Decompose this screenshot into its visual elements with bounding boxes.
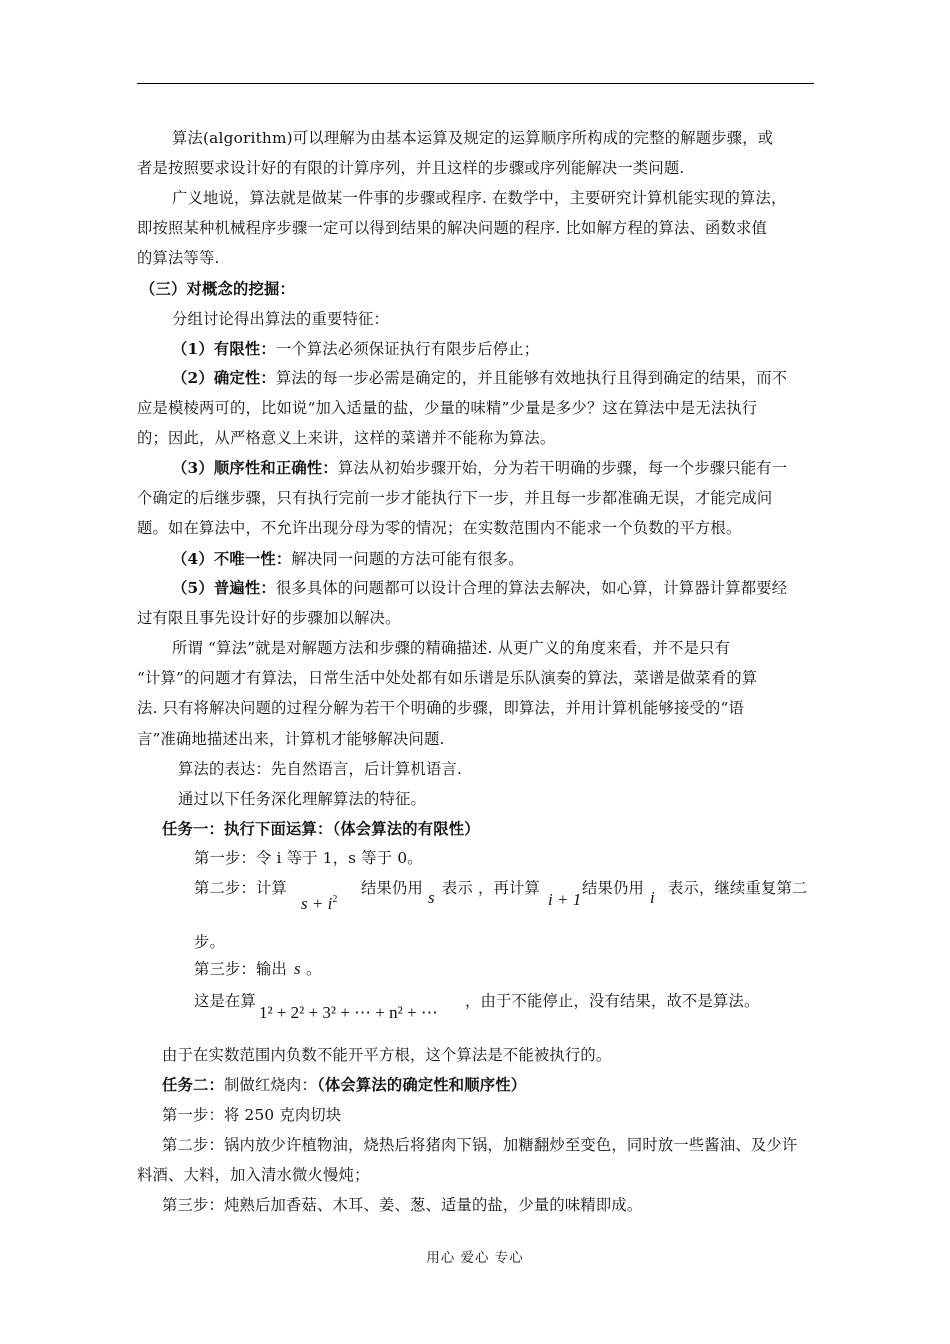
so-called-line-3: 法. 只有将解决问题的过程分解为若干个明确的步骤，即算法，并用计算机能够接受的“语 [137,699,745,717]
task1-heading: 任务一：执行下面运算：（体会算法的有限性） [162,820,480,838]
task1-step1: 第一步：令 i 等于 1，s 等于 0。 [194,849,423,867]
feature-order-line-2: 个确定的后继步骤，只有执行完前一步才能执行下一步，并且每一步都准确无误，才能完成问 [137,489,773,507]
task2-step1: 第一步：将 250 克肉切块 [162,1106,342,1124]
task1-step3-suffix: 。 [306,960,322,978]
expression-s-plus-i-squared [301,890,337,914]
infinite-series-expression: 1² + 2² + 3² + ⋯ + n² + ⋯ [259,1003,438,1022]
task2-step2-line-2: 料酒、大料，加入清水微火慢炖； [137,1166,370,1184]
task2-heading-note: （体会算法的确定性和顺序性） [316,1076,527,1094]
section-heading: （三）对概念的挖掘： [140,280,295,298]
output-variable-s: s [294,959,301,978]
page-footer: 用心 爱心 专心 [426,1250,524,1266]
variable-i: i [650,888,655,907]
feature-label: （2）确定性： [172,369,276,387]
feature-label: （3）顺序性和正确性： [172,459,338,477]
expression-paragraph: 算法的表达：先自然语言，后计算机语言. [178,760,463,778]
task1-step3-prefix: 第三步：输出 [194,960,287,978]
task1-step2-mid3: 结果仍用 [582,879,644,897]
header-rule [137,83,814,84]
expression-text: s + i [301,894,333,913]
broad-sense-line-2: 即按照某种机械程序步骤一定可以得到结果的解决问题的程序. 比如解方程的算法、函数求值 [137,219,768,237]
task1-step2-suffix: 表示，继续重复第二 [668,879,808,897]
feature-non-uniqueness [172,549,524,569]
feature-definiteness-line-3: 的；因此，从严格意义上来讲，这样的菜谱并不能称为算法。 [137,429,556,447]
task2-heading-label: 任务二： [162,1076,224,1094]
task2-heading [162,1075,526,1095]
task1-step2-prefix: 第二步：计算 [194,879,287,897]
feature-definiteness-line-2: 应是模棱两可的，比如说“加入适量的盐，少量的味精”少量是多少？这在算法中是无法执行 [137,399,758,417]
feature-universality-line-1 [172,578,787,598]
task1-conclusion-prefix: 这是在算 [194,992,256,1010]
broad-sense-line-1: 广义地说，算法就是做某一件事的步骤或程序. 在数学中，主要研究计算机能实现的算法， [172,189,787,207]
expression-i-plus-1: i + 1 [548,890,582,909]
algorithm-definition-line-2: 者是按照要求设计好的有限的计算序列，并且这样的步骤或序列能解决一类问题. [137,159,685,177]
section-intro: 分组讨论得出算法的重要特征： [172,310,389,328]
feature-text: 算法从初始步骤开始，分为若干明确的步骤，每一个步骤只能有一 [337,459,788,477]
task2-heading-title: 制做红烧肉： [224,1076,317,1094]
feature-order-line-3: 题。如在算法中，不允许出现分母为零的情况；在实数范围内不能求一个负数的平方根。 [137,519,742,537]
feature-order-line-1 [172,458,787,478]
task1-step2-continued: 步。 [194,933,225,951]
task2-step2-line-1: 第二步：锅内放少许植物油，烧热后将猪肉下锅，加糖翻炒至变色，同时放一些酱油、及少许 [162,1136,798,1154]
feature-text: 一个算法必须保证执行有限步后停止； [275,340,540,358]
feature-label: （5）普遍性： [172,579,276,597]
feature-label: （4）不唯一性： [172,550,292,568]
variable-s: s [428,888,435,907]
feature-finiteness [172,339,539,359]
feature-text: 很多具体的问题都可以设计合理的算法去解决，如心算，计算器计算都要经 [275,579,788,597]
exponent: 2 [332,894,338,905]
so-called-line-4: 言”准确地描述出来，计算机才能够解决问题. [137,730,445,748]
task1-step2-mid2: 表示 ，再计算 [442,879,541,897]
feature-text: 解决同一问题的方法可能有很多。 [291,550,524,568]
feature-text: 算法的每一步必需是确定的，并且能够有效地执行且得到确定的结果，而不 [275,369,788,387]
feature-universality-line-2: 过有限且事先设计好的步骤加以解决。 [137,609,401,627]
algorithm-definition-line-1: 算法(algorithm)可以理解为由基本运算及规定的运算顺序所构成的完整的解题步骤，或 [172,129,774,147]
feature-definiteness-line-1 [172,368,787,388]
so-called-line-2: “计算”的问题才有算法，日常生活中处处都有如乐谱是乐队演奏的算法，菜谱是做菜肴的算 [137,669,758,687]
so-called-line-1: 所谓 “算法”就是对解题方法和步骤的精确描述. 从更广义的角度来看，并不是只有 [172,639,731,657]
task1-remark: 由于在实数范围内负数不能开平方根，这个算法是不能被执行的。 [162,1046,612,1064]
task1-conclusion-suffix: ，由于不能停止，没有结果，故不是算法。 [465,992,760,1010]
through-tasks-paragraph: 通过以下任务深化理解算法的特征。 [178,790,426,808]
feature-label: （1）有限性： [172,340,276,358]
task1-step2-mid1: 结果仍用 [361,879,423,897]
broad-sense-line-3: 的算法等等. [137,249,220,267]
task2-step3: 第三步：炖熟后加香菇、木耳、姜、葱、适量的盐，少量的味精即成。 [162,1196,643,1214]
